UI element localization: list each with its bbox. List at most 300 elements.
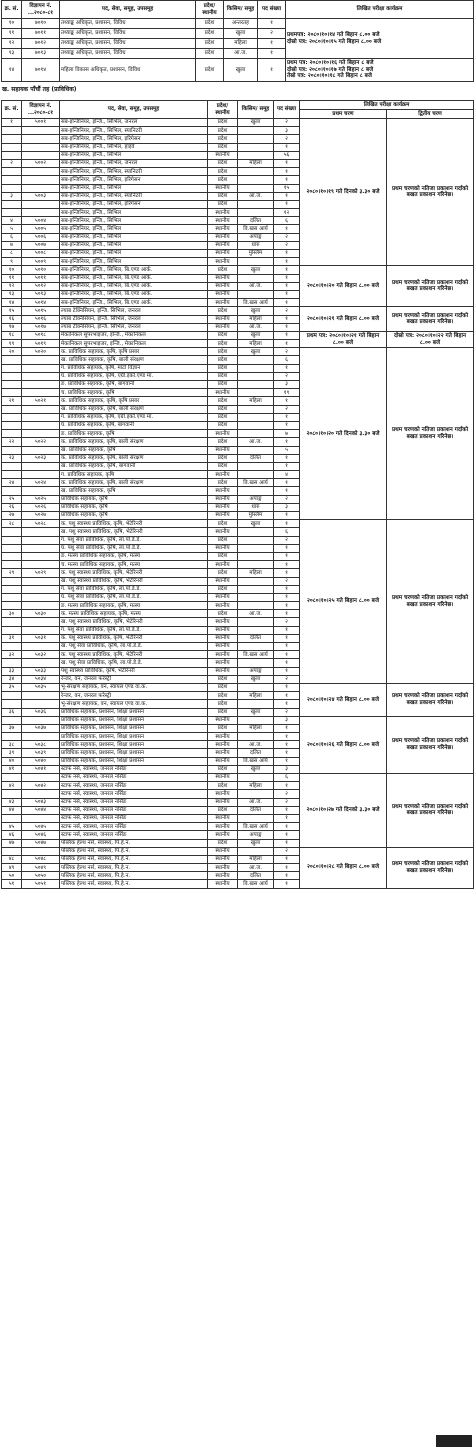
cell-sn — [2, 209, 22, 217]
cell-post: पब्लिक हेल्थ नर्स, स्वास्थ्य, पि.हे.न. — [60, 839, 208, 847]
cell-province: स्थानीय — [208, 864, 238, 872]
cell-category: वि.खस आर्य — [238, 479, 274, 487]
cell-sn: ४९ — [2, 864, 22, 872]
cell-sn: १३ — [2, 49, 22, 59]
cell-ad-no: ५०१९ — [22, 340, 60, 348]
cell-count: १ — [274, 512, 300, 520]
cell-post: च. मत्स्य प्राविधिक सहायक, कृषि, मत्स्य — [60, 561, 208, 569]
cell-category: दलित — [238, 749, 274, 757]
cell-province: स्थानीय — [208, 446, 238, 454]
cell-sn: ३१ — [2, 634, 22, 642]
cell-province: स्थानीय — [208, 618, 238, 626]
cell-sn: २९ — [2, 569, 22, 577]
cell-province: स्थानीय — [208, 250, 238, 258]
cell-province: स्थानीय — [208, 528, 238, 536]
cell-sn: १४ — [2, 59, 22, 82]
header-second-phase: द्वितीय चरण — [387, 110, 474, 119]
cell-category: खुला — [238, 839, 274, 847]
cell-first-phase: २०८०।१०।१९ गते दिनको ३.३० बजे — [300, 119, 387, 266]
cell-ad-no — [22, 381, 60, 389]
cell-category — [238, 372, 274, 380]
cell-province: स्थानीय — [208, 577, 238, 585]
cell-sn: २ — [2, 159, 22, 167]
cell-second-phase: दोस्रो पत्र: २०८०।१०।२२ गते बिहान ८.०० बजे — [387, 331, 474, 347]
cell-count: १ — [274, 602, 300, 610]
cell-category: खुला — [224, 59, 258, 82]
cell-count: २ — [274, 405, 300, 413]
cell-post: घ. प्राविधिक सहायक, कृषि, बागवानी — [60, 421, 208, 429]
cell-sn: ३७ — [2, 724, 22, 732]
cell-category — [238, 389, 274, 397]
cell-province: स्थानीय — [208, 643, 238, 651]
cell-schedule — [286, 59, 474, 82]
cell-count: २ — [274, 790, 300, 798]
cell-province: प्रदेश — [208, 806, 238, 814]
cell-sn — [2, 168, 22, 176]
cell-province: प्रदेश — [208, 135, 238, 143]
cell-count: २ — [274, 708, 300, 716]
cell-post: प्राविधिक सहायक, प्रशासन, शिक्षा प्रशासन — [60, 716, 208, 724]
cell-count: १ — [274, 749, 300, 757]
cell-province: प्रदेश — [208, 413, 238, 421]
section-title: ख. सहायक पाँचौं तह (प्राविधिक) — [2, 86, 77, 93]
cell-province: स्थानीय — [208, 389, 238, 397]
cell-ad-no — [22, 421, 60, 429]
cell-sn: १६ — [2, 315, 22, 323]
cell-ad-no — [22, 643, 60, 651]
cell-province: स्थानीय — [208, 290, 238, 298]
cell-ad-no — [22, 692, 60, 700]
cell-category — [238, 127, 274, 135]
cell-post: ङ. मत्स्य प्राविधिक सहायक, कृषि, मत्स्य — [60, 552, 208, 560]
cell-count: ६ — [274, 217, 300, 225]
cell-count: १ — [274, 421, 300, 429]
cell-count: ६ — [274, 528, 300, 536]
cell-province: प्रदेश — [208, 159, 238, 167]
cell-ad-no: ५०३६ — [22, 708, 60, 716]
cell-count: १ — [258, 59, 286, 82]
cell-province: स्थानीय — [208, 503, 238, 511]
cell-post: सब-इन्जिनियर, इन्जि., सिभिल, जनरल — [60, 159, 208, 167]
cell-count: १ — [274, 397, 300, 405]
cell-sn: १७ — [2, 323, 22, 331]
schedule-line: दोस्रो पत्र: २०८०।१०।१५ गते बिहान ८.०० बजे — [287, 38, 382, 45]
cell-post: सब-इन्जिनियर, इन्जि., सिभिल, बि.एण्ड आर्क. — [60, 266, 208, 274]
cell-ad-no — [22, 168, 60, 176]
cell-count: १ — [274, 880, 300, 888]
cell-count: १ — [274, 651, 300, 659]
cell-sn — [2, 462, 22, 470]
cell-count: १ — [274, 741, 300, 749]
cell-second-phase: प्रथम चरणको नतिजा प्रकाशन गर्दाको बखत प्रकाशन गरिनेछ। — [387, 774, 474, 848]
cell-post: सब-इन्जिनियर, इन्जि., सिभिल, जनरल — [60, 119, 208, 127]
schedule-line: प्रथमपत्र: २०८०।१०।१४ गते बिहान ८.०० बजे — [287, 32, 380, 39]
cell-sn — [2, 847, 22, 855]
cell-post: तथ्याङ्क अधिकृत, प्रशासन, विविध — [60, 19, 196, 29]
cell-province: स्थानीय — [208, 544, 238, 552]
cell-post: प्राविधिक सहायक, प्रशासन, शिक्षा प्रशासन — [60, 708, 208, 716]
table-body — [2, 119, 474, 889]
cell-category: दलित — [238, 872, 274, 880]
cell-category — [238, 626, 274, 634]
table-row — [2, 307, 474, 315]
cell-post: ख. पशु स्वास्थ्य प्राविधिक, कृषि, भेटेरिनरी — [60, 528, 208, 536]
cell-count: १ — [274, 643, 300, 651]
cell-post: क. पशु स्वास्थ्य प्राविधिक, कृषि, भेटेरिनरी — [60, 569, 208, 577]
cell-post: सब-इन्जिनियर, इन्जि., सिभिल, स्यानिटरी — [60, 168, 208, 176]
cell-category — [238, 135, 274, 143]
cell-category: महिला — [238, 340, 274, 348]
cell-category: वि.खस आर्य — [238, 651, 274, 659]
cell-province: स्थानीय — [208, 757, 238, 765]
cell-ad-no: ५०३० — [22, 610, 60, 618]
cell-ad-no: ५०३५ — [22, 683, 60, 691]
cell-post: सब-इन्जिनियर, इन्जि., सिभिल — [60, 225, 208, 233]
cell-sn: ८ — [2, 250, 22, 258]
cell-province: स्थानीय — [208, 151, 238, 159]
cell-category: वि.खस आर्य — [238, 225, 274, 233]
cell-sn: ११ — [2, 274, 22, 282]
cell-post: क. प्राविधिक सहायक, कृषि, बाली संरक्षण — [60, 454, 208, 462]
cell-province: स्थानीय — [208, 733, 238, 741]
cell-sn: १ — [2, 119, 22, 127]
cell-sn — [2, 544, 22, 552]
cell-post: ग. पशु सेवा प्राविधिक, कृषि, ला.पो.डे.डे. — [60, 585, 208, 593]
cell-sn — [2, 184, 22, 192]
cell-category: वि.खस आर्य — [238, 880, 274, 888]
cell-sn: ४७ — [2, 839, 22, 847]
cell-sn: ४ — [2, 217, 22, 225]
cell-category: महिला — [238, 569, 274, 577]
cell-category: महिला — [238, 855, 274, 863]
cell-count: १ — [274, 823, 300, 831]
cell-category — [238, 847, 274, 855]
cell-ad-no: ७०११ — [22, 29, 60, 39]
cell-count: ६ — [274, 774, 300, 782]
cell-count: ६ — [274, 356, 300, 364]
cell-province: प्रदेश — [208, 421, 238, 429]
cell-ad-no — [22, 593, 60, 601]
cell-ad-no: ५००७ — [22, 241, 60, 249]
cell-ad-no: ५०३४ — [22, 675, 60, 683]
cell-ad-no — [22, 790, 60, 798]
cell-category: खुला — [238, 331, 274, 339]
cell-sn — [2, 471, 22, 479]
cell-count: १ — [258, 19, 286, 29]
cell-province: स्थानीय — [208, 323, 238, 331]
cell-post: ल्याब टेक्निसियन, इन्जि. सिभिल, जनरल — [60, 323, 208, 331]
cell-second-phase: प्रथम चरणको नतिजा प्रकाशन गर्दाको बखत प्रकाशन गरिनेछ। — [387, 266, 474, 307]
cell-count: १ — [274, 864, 300, 872]
cell-count: १ — [274, 692, 300, 700]
cell-sn: २८ — [2, 520, 22, 528]
cell-category — [238, 471, 274, 479]
cell-count: १ — [274, 610, 300, 618]
cell-count: १ — [274, 839, 300, 847]
header-sn: क्र. सं. — [2, 101, 22, 119]
cell-province: स्थानीय — [208, 659, 238, 667]
cell-post: ख. प्राविधिक सहायक, कृषि — [60, 487, 208, 495]
cell-post: स्टाफ नर्स, स्वास्थ्य, जनरल नर्सिङ — [60, 806, 208, 814]
cell-count: ३ — [274, 765, 300, 773]
cell-province: प्रदेश — [196, 59, 224, 82]
cell-post: ङ. प्राविधिक सहायक, कृषि — [60, 430, 208, 438]
cell-ad-no — [22, 127, 60, 135]
cell-count: १ — [274, 250, 300, 258]
cell-post: ख. प्राविधिक सहायक, कृषि — [60, 446, 208, 454]
cell-province: स्थानीय — [208, 299, 238, 307]
cell-province: स्थानीय — [208, 798, 238, 806]
cell-sn: ४८ — [2, 855, 22, 863]
cell-province: प्रदेश — [208, 700, 238, 708]
cell-ad-no: ७०१३ — [22, 49, 60, 59]
cell-post: क. प्राविधिक सहायक, कृषि, बाली संरक्षण — [60, 438, 208, 446]
cell-sn — [2, 176, 22, 184]
cell-sn — [2, 700, 22, 708]
cell-sn — [2, 585, 22, 593]
cell-post: ख. प्राविधिक सहायक, कृषि, बाली संरक्षण — [60, 405, 208, 413]
cell-ad-no — [22, 471, 60, 479]
cell-sn: ३० — [2, 610, 22, 618]
cell-province: प्रदेश — [208, 356, 238, 364]
cell-province: प्रदेश — [208, 340, 238, 348]
cell-ad-no — [22, 176, 60, 184]
cell-category — [238, 405, 274, 413]
cell-sn — [2, 413, 22, 421]
cell-category — [238, 462, 274, 470]
cell-first-phase: २०८०।१०।२८ गते बिहान ८.०० बजे — [300, 847, 387, 888]
cell-ad-no: ५०३१ — [22, 634, 60, 642]
cell-post: रेन्जर, वन, जनरल फरेस्ट्री — [60, 675, 208, 683]
cell-post: सब-इन्जिनियर, इन्जि., सिभिल, इरिगेसन — [60, 135, 208, 143]
cell-count: १ — [274, 757, 300, 765]
cell-category: आ.ज. — [238, 192, 274, 200]
cell-category: मुस्लिम — [238, 512, 274, 520]
cell-post: क. मत्स्य प्राविधिक सहायक, कृषि, मत्स्य — [60, 610, 208, 618]
cell-ad-no: ५०१५ — [22, 307, 60, 315]
cell-province: स्थानीय — [208, 790, 238, 798]
cell-ad-no: ५००२ — [22, 159, 60, 167]
cell-count: १ — [274, 872, 300, 880]
cell-ad-no: ५०२२ — [22, 438, 60, 446]
cell-post: ग. प्राविधिक सहायक, कृषि, माटो विज्ञान — [60, 364, 208, 372]
cell-count: १ — [274, 340, 300, 348]
cell-count: १ — [274, 266, 300, 274]
cell-category: महिला — [238, 315, 274, 323]
cell-count: २ — [274, 536, 300, 544]
cell-sn — [2, 381, 22, 389]
cell-sn — [2, 626, 22, 634]
cell-province: स्थानीय — [208, 512, 238, 520]
cell-ad-no — [22, 487, 60, 495]
cell-post: क. पशु स्वास्थ्य प्राविधिक, कृषि, भेटेरिनरी — [60, 651, 208, 659]
cell-province: स्थानीय — [208, 217, 238, 225]
cell-ad-no: ५०२३ — [22, 454, 60, 462]
cell-post: प्राविधिक सहायक, कृषि — [60, 512, 208, 520]
cell-ad-no: ७०१२ — [22, 39, 60, 49]
cell-post: तथ्याङ्क अधिकृत, प्रशासन, विविध — [60, 49, 196, 59]
cell-category — [238, 258, 274, 266]
cell-category — [238, 143, 274, 151]
cell-post: प्राविधिक सहायक, प्रशासन, शिक्षा प्रशासन — [60, 741, 208, 749]
cell-sn: १२ — [2, 282, 22, 290]
cell-province: स्थानीय — [208, 716, 238, 724]
cell-count: २ — [274, 798, 300, 806]
cell-sn — [2, 356, 22, 364]
cell-count: ३ — [274, 503, 300, 511]
cell-first-phase: २०८०।१०।२० गते दिनको ३.३० बजे — [300, 348, 387, 520]
cell-province: प्रदेश — [208, 438, 238, 446]
cell-category — [238, 593, 274, 601]
header-province: प्रदेश/ स्थानीय — [208, 101, 238, 119]
cell-ad-no — [22, 528, 60, 536]
cell-province: प्रदेश — [208, 168, 238, 176]
cell-ad-no: ५००८ — [22, 250, 60, 258]
cell-count: १ — [274, 323, 300, 331]
cell-category: खुला — [238, 119, 274, 127]
cell-count: १ — [274, 413, 300, 421]
cell-count: १ — [274, 634, 300, 642]
cell-province: प्रदेश — [208, 405, 238, 413]
cell-province: प्रदेश — [208, 708, 238, 716]
cell-province: स्थानीय — [208, 282, 238, 290]
cell-province: स्थानीय — [208, 471, 238, 479]
cell-count: २ — [274, 675, 300, 683]
cell-sn — [2, 405, 22, 413]
cell-count: १ — [274, 700, 300, 708]
cell-ad-no — [22, 536, 60, 544]
cell-post: क. प्राविधिक सहायक, कृषि, कृषि प्रसार — [60, 397, 208, 405]
cell-post: ल्याब टेक्निसियन, इन्जि. सिभिल, जनरल — [60, 307, 208, 315]
cell-province: प्रदेश — [208, 127, 238, 135]
cell-province: स्थानीय — [208, 831, 238, 839]
cell-post: ग. प्राविधिक सहायक, कृषि, एग्री.इको.एण्ड मा. — [60, 413, 208, 421]
table-body — [2, 19, 474, 82]
cell-post: ख. पशु सेवा प्राविधिक, कृषि, ला.पो.डे.डे. — [60, 643, 208, 651]
cell-count: १ — [258, 49, 286, 59]
cell-sn: १० — [2, 19, 22, 29]
cell-ad-no: ५००३ — [22, 192, 60, 200]
cell-ad-no — [22, 430, 60, 438]
cell-category: महिला — [238, 159, 274, 167]
header-first-phase: प्रथम चरण — [300, 110, 387, 119]
cell-sn — [2, 692, 22, 700]
cell-province: प्रदेश — [196, 19, 224, 29]
cell-category: महिला — [238, 782, 274, 790]
cell-province: प्रदेश — [208, 585, 238, 593]
cell-sn: ३ — [2, 192, 22, 200]
cell-sn: ४६ — [2, 831, 22, 839]
cell-category — [238, 430, 274, 438]
cell-sn — [2, 372, 22, 380]
cell-ad-no: ५०२५ — [22, 495, 60, 503]
cell-post: सब-इन्जिनियर, इन्जि., सिभिल — [60, 217, 208, 225]
cell-ad-no — [22, 356, 60, 364]
header-ad-no: विज्ञापन नं. ...२०८०-८१ — [22, 1, 60, 19]
cell-category: खुला — [238, 520, 274, 528]
cell-sn: १३ — [2, 290, 22, 298]
cell-ad-no: ५०४९ — [22, 864, 60, 872]
cell-count: १ — [274, 176, 300, 184]
cell-sn: १० — [2, 266, 22, 274]
cell-category: धारु — [238, 503, 274, 511]
cell-province: स्थानीय — [208, 667, 238, 675]
cell-count: १ — [274, 282, 300, 290]
table-assistant-level — [1, 100, 474, 889]
cell-ad-no: ५०४२ — [22, 782, 60, 790]
cell-second-phase: प्रथम चरणको नतिजा प्रकाशन गर्दाको बखत प्रकाशन गरिनेछ। — [387, 520, 474, 684]
cell-post: ख. पशु स्वास्थ्य प्राविधिक, कृषि, भेटेरिनरी — [60, 577, 208, 585]
cell-category — [238, 544, 274, 552]
cell-post: सब-इन्जिनियर, इन्जि., सिभिल — [60, 258, 208, 266]
table-row — [2, 19, 474, 29]
cell-category — [238, 184, 274, 192]
cell-province: स्थानीय — [208, 880, 238, 888]
cell-ad-no — [22, 626, 60, 634]
cell-category — [238, 774, 274, 782]
cell-count: ४ — [274, 471, 300, 479]
cell-province: स्थानीय — [208, 315, 238, 323]
cell-post: ख. पशु स्वास्थ्य प्राविधिक, कृषि, भेटेरिनरी — [60, 618, 208, 626]
cell-ad-no — [22, 209, 60, 217]
cell-post: ल्याब टेक्निसियन, इन्जि. सिभिल, जनरल — [60, 315, 208, 323]
cell-count: १ — [274, 569, 300, 577]
cell-category: अपाङ्ग — [238, 495, 274, 503]
cell-sn: ४१ — [2, 765, 22, 773]
cell-category: खुला — [238, 675, 274, 683]
cell-post: स्टाफ नर्स, स्वास्थ्य, जनरल नर्सिङ — [60, 765, 208, 773]
cell-province: प्रदेश — [208, 266, 238, 274]
cell-count: २ — [274, 495, 300, 503]
cell-ad-no — [22, 462, 60, 470]
cell-post: सब-इन्जिनियर, इन्जि., सिभिल, बि.एण्ड आर्क. — [60, 290, 208, 298]
cell-post: प्राविधिक सहायक, प्रशासन, शिक्षा प्रशासन — [60, 757, 208, 765]
cell-province: प्रदेश — [208, 569, 238, 577]
cell-count: १ — [274, 585, 300, 593]
cell-sn: २६ — [2, 503, 22, 511]
cell-category: अपाङ्ग — [238, 667, 274, 675]
cell-ad-no: ५०४६ — [22, 831, 60, 839]
cell-post: क. पशु स्वास्थ्य प्राविधिक, कृषि, भेटेरिनरी — [60, 634, 208, 642]
cell-ad-no — [22, 151, 60, 159]
cell-sn: २३ — [2, 454, 22, 462]
cell-province: स्थानीय — [208, 741, 238, 749]
header-ad-no: विज्ञापन नं. ...२०८०-८१ — [22, 101, 60, 119]
cell-post: भू-संरक्षण सहायक, वन, स्वायल एण्ड वा.क. — [60, 700, 208, 708]
cell-ad-no: ५०१६ — [22, 315, 60, 323]
cell-ad-no: ५००६ — [22, 233, 60, 241]
cell-sn: ५ — [2, 225, 22, 233]
cell-sn — [2, 127, 22, 135]
cell-post: च. प्राविधिक सहायक, कृषि — [60, 389, 208, 397]
cell-count: १ — [274, 159, 300, 167]
table-row — [2, 266, 474, 274]
cell-sn — [2, 593, 22, 601]
cell-sn — [2, 487, 22, 495]
table-row — [2, 348, 474, 356]
cell-category — [238, 643, 274, 651]
cell-ad-no — [22, 544, 60, 552]
cell-ad-no — [22, 200, 60, 208]
cell-sn — [2, 618, 22, 626]
cell-ad-no — [22, 552, 60, 560]
cell-ad-no — [22, 602, 60, 610]
cell-ad-no — [22, 659, 60, 667]
cell-ad-no — [22, 405, 60, 413]
cell-category — [238, 602, 274, 610]
cell-sn: ६ — [2, 233, 22, 241]
cell-post: स्टाफ नर्स, स्वास्थ्य, जनरल नर्सिङ — [60, 814, 208, 822]
